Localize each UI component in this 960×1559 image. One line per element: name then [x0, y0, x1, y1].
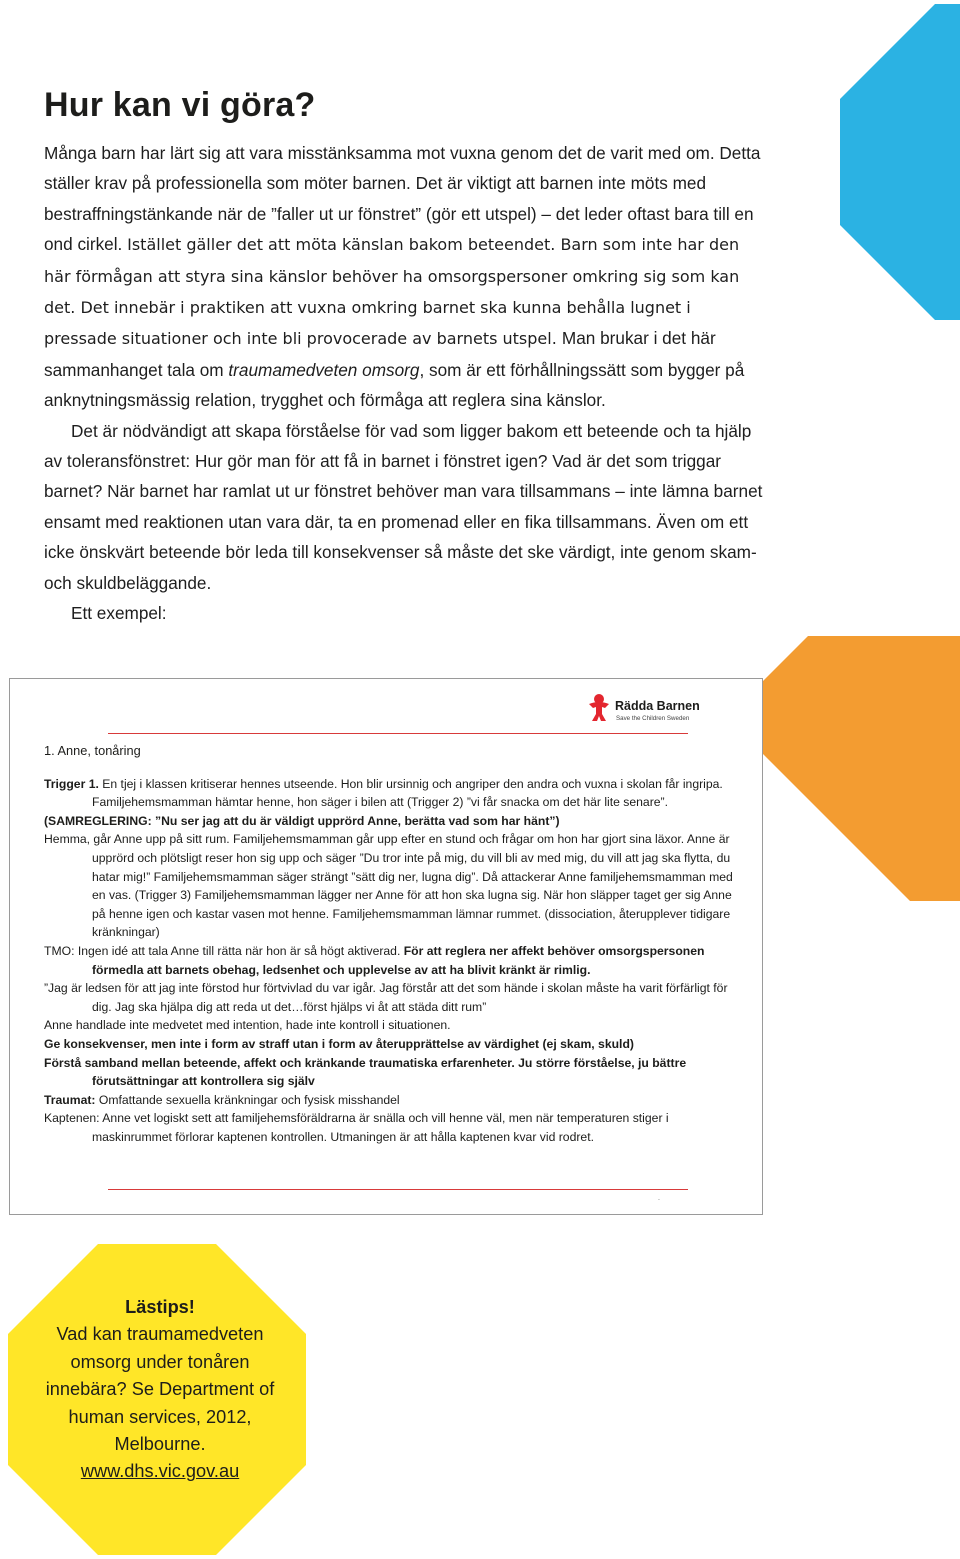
logo-name: Rädda Barnen — [615, 699, 700, 713]
body-paragraph-1 — [44, 138, 764, 416]
trauma-line — [44, 1091, 744, 1110]
page-title: Hur kan vi göra? — [44, 86, 316, 124]
main-text — [44, 138, 764, 629]
apology-line: Anne handlade inte medvetet med intention, hade inte kontroll i situationen. — [44, 1018, 451, 1033]
body-paragraph-1-part-6: , som är ett förhållningssätt som bygger på anknytningsmässig relation, trygghet och förmåga att reglera sina känslor. — [44, 359, 745, 411]
body-paragraph-1-emphasis: traumamedveten omsorg — [228, 359, 420, 380]
tmo-line — [44, 942, 744, 979]
example-case-box — [9, 678, 763, 1215]
samreglering-line — [44, 812, 744, 831]
tip-text: Vad kan traumamedveten omsorg under tonåren innebära? Se Department of human services, 2012, Melbourne. — [45, 1324, 275, 1455]
tip-heading: Lästips! — [125, 1297, 195, 1317]
tmo-bold: För att reglera ner affekt behöver omsorgspersonen förmedla att barnets obehag, ledsenhet och upplevelse av att ha blivit kränkt är rimlig. — [92, 943, 705, 977]
consequences-line — [44, 1035, 744, 1054]
footer-mark: . — [658, 1195, 660, 1202]
body-paragraph-1-part-4: Man brukar i det här sammanhanget tala om — [44, 328, 716, 380]
top-divider — [108, 733, 688, 734]
captain-line: Kaptenen: Anne vet logiskt sett att familjehemsföräldrarna är snälla och vill henne väl, men när temperaturen stiger i maskinrummet förlorar kaptenen kontrollen. Utmaningen är att hålla kaptenen kvar vid rodret. — [44, 1111, 669, 1144]
trigger-text: En tjej i klassen kritiserar hennes utseende. Hon blir ursinnig och angriper den andra och vuxna i skolan får ingripa. Familjehemsmamman hämtar henne, hon säger i bilen att (Trigger 2) ”vi får snacka om det här lite senare”. — [92, 776, 723, 810]
tip-link[interactable]: www.dhs.vic.gov.au — [80, 1461, 240, 1482]
child-figure-icon — [587, 693, 611, 723]
blue-octagon-shape — [840, 4, 960, 320]
trigger-line — [44, 775, 744, 812]
body-paragraph-3: Ett exempel: — [71, 603, 167, 624]
radda-barnen-logo — [587, 691, 707, 731]
trigger-label: Trigger 1. — [44, 776, 99, 791]
body-paragraph-2: Det är nödvändigt att skapa förståelse för vad som ligger bakom ett beteende och ta hjälp av toleransfönstret: Hur gör man för att få in barnet i fönstret igen? Vad är det som triggar barnet? När barnet har ramlat ut ur fönstret behöver man vara tillsammans – inte lämna barnet ensamt med reaktionen utan vara där, ta en promenad eller en fika tillsammans. Även om ett icke önskvärt beteende bör leda till konsekvenser så måste det ske värdigt, inte genom skam- och skuldbeläggande. — [44, 420, 763, 593]
logo-tagline: Save the Children Sweden — [616, 715, 690, 722]
bottom-divider — [108, 1189, 688, 1190]
home-line: Hemma, går Anne upp på sitt rum. Familjehemsmamman går upp efter en stund och frågar om hon har gjort sina läxor. Anne är upprörd och plötsligt reser hon sig upp och säger ”Du tror inte på mig, du vill bli av med mig, du vill att jag ska flytta, du hatar mig!” Familjehemsmamman säger strängt ”sätt dig ner, lugna dig”. Då attackerar Anne familjehemsmamman med en vas. (Trigger 3) Familjehemsmamman lägger ner Anne för att hon ska lugna sig. När hon släpper taget ger sig Anne på henne igen och kastar vasen mot henne. Familjehemsmamman lämnar rummet. (dissociation, återupplever tidigare kränkningar) — [44, 832, 733, 940]
case-heading: 1. Anne, tonåring — [44, 743, 141, 758]
trauma-text: Omfattande sexuella kränkningar och fysisk misshandel — [95, 1092, 400, 1107]
tmo-text: TMO: Ingen idé att tala Anne till rätta när hon är så högt aktiverad. — [44, 943, 404, 958]
trauma-label: Traumat: — [44, 1092, 96, 1107]
consequences-bold: Ge konsekvenser, men inte i form av straff utan i form av återupprättelse av värdighet (ej skam, skuld) — [44, 1036, 634, 1051]
case-content — [44, 742, 744, 1146]
body-paragraph-1-part-3: Barn som inte har den här förmågan att styra sina känslor behöver ha omsorgspersoner omkring sig som kan det. Det innebär i praktiken att vuxna omkring barnet ska kunna behålla lugnet i pressade situationer och inte bli provocerade av barnets utspel. — [44, 235, 740, 349]
understanding-line — [44, 1054, 744, 1091]
understanding-bold: Förstå samband mellan beteende, affekt och kränkande traumatiska erfarenheter. Ju större förståelse, ju bättre förutsättningar att kontrollera sig själv — [44, 1055, 687, 1089]
body-paragraph-1-part-1: Många barn har lärt sig att vara misstänksamma mot vuxna genom det de varit med om. Detta ställer krav på professionella som möter barnen. Det är viktigt att barnen inte möts med bestraffningstänkande när de ”faller ut ur fönstret” (gör ett utspel) – det leder oftast bara till en ond cirkel. — [44, 143, 761, 255]
quote-line: ”Jag är ledsen för att jag inte förstod hur förtvivlad du var igår. Jag förstår att det som hände i skolan måste ha varit förfärligt för dig. Jag ska hjälpa dig att reda ut det…först hjälps vi åt att städa ditt rum” — [44, 981, 728, 1014]
body-paragraph-1-part-2: Istället gäller det att möta känslan bakom beteendet. — [127, 235, 556, 255]
orange-octagon-shape — [760, 636, 960, 901]
reading-tip — [30, 1294, 290, 1486]
samreglering-text: (SAMREGLERING: ”Nu ser jag att du är väldigt upprörd Anne, berätta vad som har hänt”) — [44, 813, 560, 828]
